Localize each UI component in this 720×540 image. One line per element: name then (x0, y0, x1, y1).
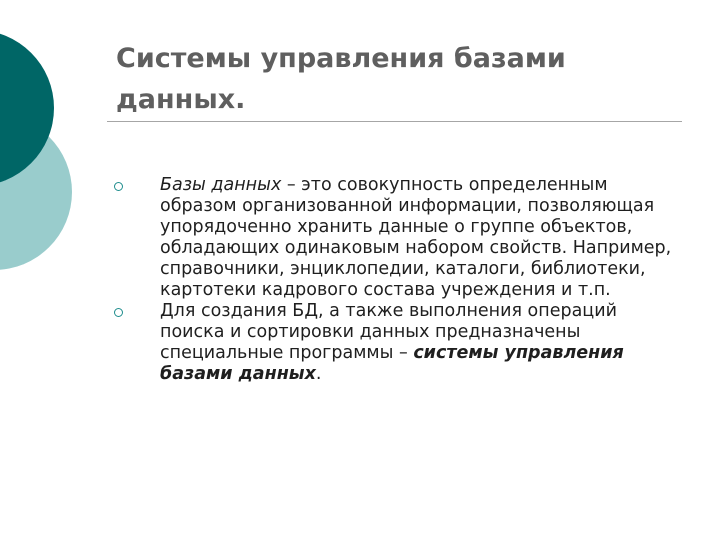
hollow-circle-bullet-icon (114, 308, 123, 317)
definition-text: – это совокупность определенным образом организованной информации, позволяющая упорядоченно хранить данные о группе объектов, обладающих одинаковым набором свойств. Например, справочники, энциклопедии, каталоги, библиотеки, картотеки кадрового состава учреждения и т.п. (160, 175, 672, 300)
decorative-circles (0, 0, 120, 300)
term-dbms: системы управления базами данных (160, 343, 624, 384)
bullet-item-databases (112, 175, 682, 301)
hollow-circle-bullet-icon (114, 182, 123, 191)
bullet-item-dbms (112, 301, 682, 385)
slide-title: Системы управления базами данных. (116, 43, 566, 115)
dbms-text: Для создания БД, а также выполнения операций поиска и сортировки данных предназначены специальные программы – (160, 301, 617, 363)
term-databases: Базы данных (160, 175, 282, 195)
bullet-list (112, 175, 682, 385)
title-divider (107, 121, 682, 122)
sentence-end: . (315, 364, 322, 384)
